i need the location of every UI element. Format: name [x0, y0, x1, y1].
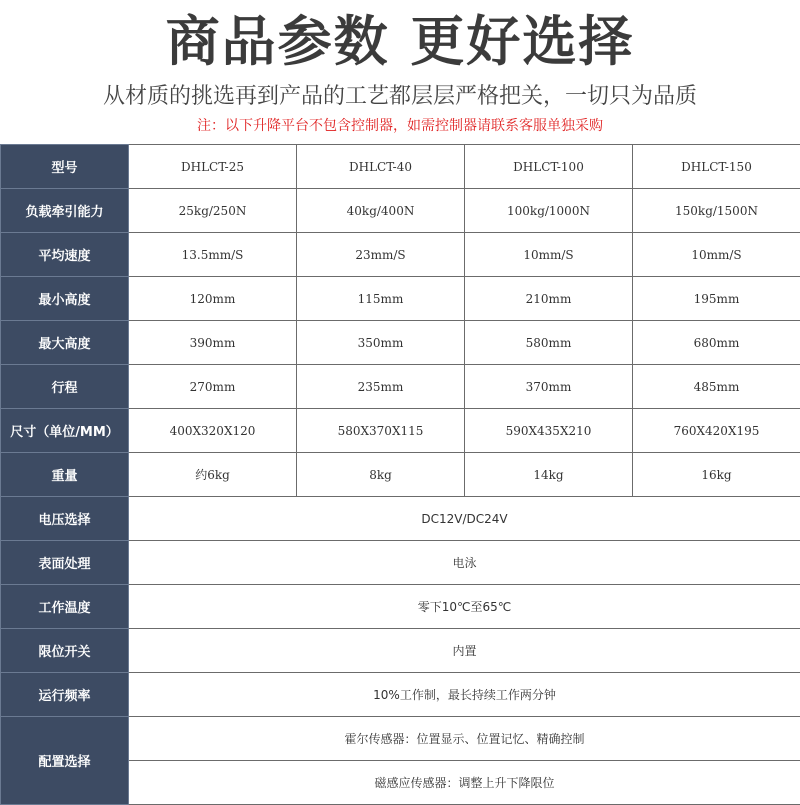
- model-cell: DHLCT-40: [297, 145, 465, 189]
- table-row-shared: [1, 585, 800, 629]
- row-label: 重量: [1, 453, 129, 497]
- table-row-shared: [1, 497, 800, 541]
- table-cell: 760X420X195: [633, 409, 800, 453]
- table-row: [1, 321, 800, 365]
- table-cell: 14kg: [465, 453, 633, 497]
- row-label: 运行频率: [1, 673, 129, 717]
- table-cell: 约6kg: [129, 453, 297, 497]
- table-row-shared: [1, 673, 800, 717]
- table-cell: 10mm/S: [633, 233, 800, 277]
- spec-table: [0, 144, 800, 805]
- model-cell: DHLCT-150: [633, 145, 800, 189]
- shared-cell: DC12V/DC24V: [129, 497, 800, 541]
- table-cell: 23mm/S: [297, 233, 465, 277]
- row-label: 工作温度: [1, 585, 129, 629]
- table-cell: 10mm/S: [465, 233, 633, 277]
- table-cell: 210mm: [465, 277, 633, 321]
- table-cell: 370mm: [465, 365, 633, 409]
- page-header: [0, 0, 800, 144]
- row-label: 型号: [1, 145, 129, 189]
- table-row-config: [1, 717, 800, 761]
- page-title: 商品参数 更好选择: [0, 6, 800, 78]
- table-cell: 590X435X210: [465, 409, 633, 453]
- table-cell: 235mm: [297, 365, 465, 409]
- config-option: 磁感应传感器：调整上升下降限位: [129, 761, 800, 805]
- table-cell: 40kg/400N: [297, 189, 465, 233]
- table-cell: 115mm: [297, 277, 465, 321]
- table-cell: 390mm: [129, 321, 297, 365]
- table-cell: 100kg/1000N: [465, 189, 633, 233]
- table-cell: 13.5mm/S: [129, 233, 297, 277]
- table-row-shared: [1, 541, 800, 585]
- shared-cell: 10%工作制，最长持续工作两分钟: [129, 673, 800, 717]
- table-cell: 195mm: [633, 277, 800, 321]
- row-label: 最大高度: [1, 321, 129, 365]
- table-row-model: [1, 145, 800, 189]
- table-cell: 580mm: [465, 321, 633, 365]
- table-row: [1, 277, 800, 321]
- table-cell: 8kg: [297, 453, 465, 497]
- row-label: 电压选择: [1, 497, 129, 541]
- shared-cell: 零下10℃至65℃: [129, 585, 800, 629]
- table-cell: 150kg/1500N: [633, 189, 800, 233]
- table-row: [1, 233, 800, 277]
- table-row: [1, 365, 800, 409]
- table-cell: 580X370X115: [297, 409, 465, 453]
- table-row-shared: [1, 629, 800, 673]
- table-cell: 120mm: [129, 277, 297, 321]
- table-cell: 16kg: [633, 453, 800, 497]
- row-label: 尺寸（单位/MM）: [1, 409, 129, 453]
- table-cell: 25kg/250N: [129, 189, 297, 233]
- model-cell: DHLCT-25: [129, 145, 297, 189]
- table-row: [1, 409, 800, 453]
- row-label: 负载牵引能力: [1, 189, 129, 233]
- table-cell: 680mm: [633, 321, 800, 365]
- config-option: 霍尔传感器：位置显示、位置记忆、精确控制: [129, 717, 800, 761]
- table-row: [1, 189, 800, 233]
- shared-cell: 内置: [129, 629, 800, 673]
- row-label: 表面处理: [1, 541, 129, 585]
- row-label: 平均速度: [1, 233, 129, 277]
- row-label: 最小高度: [1, 277, 129, 321]
- model-cell: DHLCT-100: [465, 145, 633, 189]
- row-label: 行程: [1, 365, 129, 409]
- table-cell: 270mm: [129, 365, 297, 409]
- table-cell: 485mm: [633, 365, 800, 409]
- row-label: 限位开关: [1, 629, 129, 673]
- table-row: [1, 453, 800, 497]
- table-cell: 400X320X120: [129, 409, 297, 453]
- controller-note: 注：以下升降平台不包含控制器，如需控制器请联系客服单独采购: [0, 114, 800, 138]
- page-subtitle: 从材质的挑选再到产品的工艺都层层严格把关，一切只为品质: [0, 82, 800, 112]
- row-label: 配置选择: [1, 717, 129, 805]
- table-cell: 350mm: [297, 321, 465, 365]
- shared-cell: 电泳: [129, 541, 800, 585]
